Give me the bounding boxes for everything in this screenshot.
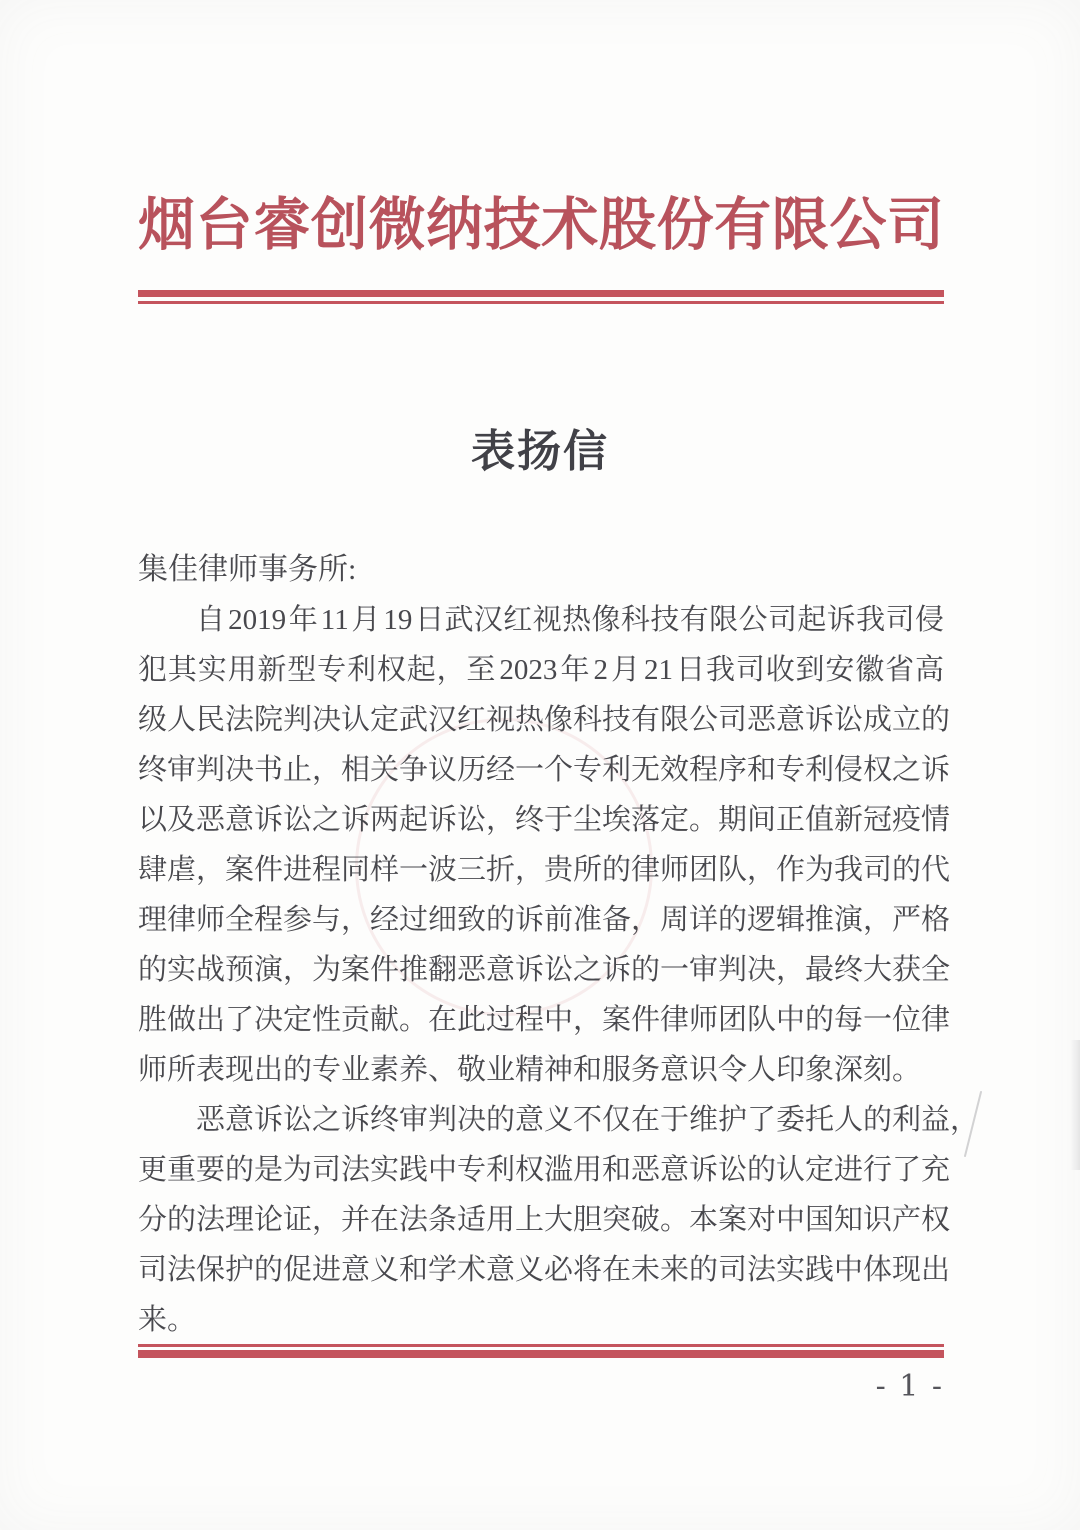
- letter-line: 级人民法院判决认定武汉红视热像科技有限公司恶意诉讼成立的: [138, 704, 951, 736]
- letter-line: 司法保护的促进意义和学术意义必将在未来的司法实践中体现出: [138, 1254, 951, 1286]
- letter-line: 更重要的是为司法实践中专利权滥用和恶意诉讼的认定进行了充: [138, 1154, 951, 1186]
- divider-thick-bar: [138, 290, 944, 297]
- letter-line: 师所表现出的专业素养、敬业精神和服务意识令人印象深刻。: [138, 1054, 922, 1086]
- letter-line: 来。: [138, 1304, 197, 1336]
- letter-line: 自 2019 年 11 月 19 日武汉红视热像科技有限公司起诉我司侵: [196, 604, 944, 636]
- divider-thick-bar: [138, 1350, 944, 1358]
- letter-line: 理律师全程参与，经过细致的诉前准备，周详的逻辑推演，严格: [138, 904, 951, 936]
- divider-thin-bar: [138, 301, 944, 304]
- footer-divider: [138, 1344, 944, 1358]
- letter-line: 肆虐，案件进程同样一波三折，贵所的律师团队，作为我司的代: [138, 854, 951, 886]
- letter-line: 的实战预演，为案件推翻恶意诉讼之诉的一审判决，最终大获全: [138, 954, 951, 986]
- letter-line: 恶意诉讼之诉终审判决的意义不仅在于维护了委托人的利益，: [196, 1104, 980, 1136]
- letter-title: 表扬信: [471, 427, 609, 476]
- letter-line: 胜做出了决定性贡献。在此过程中，案件律师团队中的每一位律: [138, 1004, 951, 1036]
- page-number: - 1 -: [875, 1369, 944, 1404]
- letter-line: 终审判决书止，相关争议历经一个专利无效程序和专利侵权之诉: [138, 754, 951, 786]
- letter-line: 犯其实用新型专利权起，至 2023 年 2 月 21 日我司收到安徽省高: [138, 654, 944, 686]
- letter-line: 分的法理论证，并在法条适用上大胆突破。本案对中国知识产权: [138, 1204, 951, 1236]
- divider-thin-bar: [138, 1344, 944, 1347]
- salutation-line: 集佳律师事务所:: [138, 553, 357, 586]
- scan-edge-smudge: [1070, 1040, 1080, 1170]
- letter-body: [138, 545, 980, 1345]
- company-letterhead: 烟台睿创微纳技术股份有限公司: [138, 194, 944, 257]
- letterhead-divider: [138, 290, 944, 304]
- letter-line: 以及恶意诉讼之诉两起诉讼，终于尘埃落定。期间正值新冠疫情: [138, 804, 951, 836]
